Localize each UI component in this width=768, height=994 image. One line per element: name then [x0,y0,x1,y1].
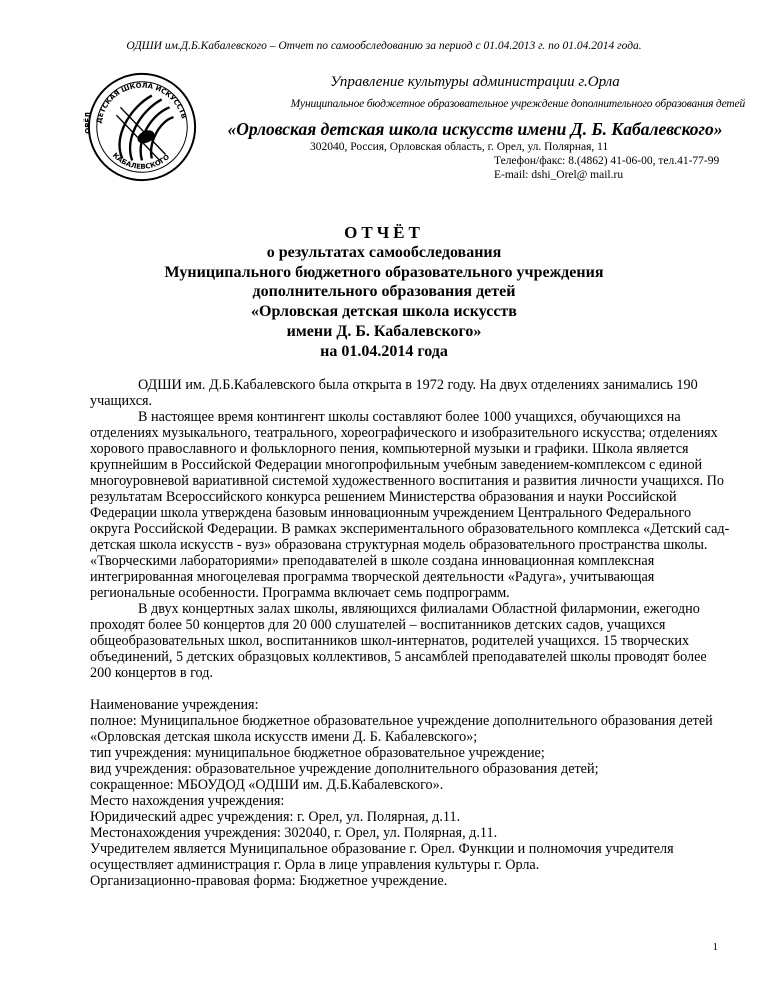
info-line: сокращенное: МБОУДОД «ОДШИ им. Д.Б.Кабалевского». [90,777,444,793]
info-line: Юридический адрес учреждения: г. Орел, ул. Полярная, д.11. [90,809,461,825]
paragraph-current-state: В настоящее время контингент школы составляют более 1000 учащихся, обучающихся на отделениях музыкального, театрального, хореографического и изобразительного искусства; отделениях хорового православного и фольклорного пения, компьютерной музыки и графики. Школа является крупнейшим в Российской Федерации многопрофильным учебным заведением-комплексом с единой многоуровневой вариативной системой художественного воспитания и развития личности учащихся. По результатам Всероссийского конкурса решением Министерства образования и науки Российской Федерации школа утверждена базовым инновационным учреждением Центрального Федерального округа Российской Федерации. В рамках экспериментального образовательного комплекса «Детский сад-детская школа искусств - вуз» образована структурная модель образовательного пространства школы. «Творческими лабораториями» преподавателей в школе создана инновационная комплексная интегрированная многоцелевая программа творческой деятельности «Радуга», учитывающая региональные особенности. Программа включает семь подпрограмм. [90,409,730,601]
info-line: Учредителем является Муниципальное образование г. Орел. Функции и полномочия учредителя осуществляет администрация г. Орла в лице управления культуры г. Орла. [90,841,674,873]
report-title-line: о результатах самообследования [266,243,502,261]
logo-arc-text-side: ОРЁЛ [84,112,92,134]
page-number: 1 [712,941,718,953]
report-title-line: на 01.04.2014 года [320,342,448,360]
school-logo [83,68,201,186]
report-body [90,377,730,889]
running-header: ОДШИ им.Д.Б.Кабалевского – Отчет по самообследованию за период с 01.04.2013 г. по 01.04.2014 года. [126,40,642,52]
phone-fax: Телефон/факс: 8.(4862) 41-06-00, тел.41-77-99 [494,155,720,167]
report-title [0,223,768,362]
paragraph-history: ОДШИ им. Д.Б.Кабалевского была открыта в 1972 году. На двух отделениях занимались 190 учащихся. [90,377,698,409]
department-name: Управление культуры администрации г.Орла [330,74,620,90]
postal-address: 302040, Россия, Орловская область, г. Орел, ул. Полярная, 11 [310,141,609,153]
info-line: Наименование учреждения: [90,697,259,713]
letterhead [205,72,745,182]
report-title-word: ОТЧЁТ [344,223,424,242]
info-line: Место нахождения учреждения: [90,793,285,809]
paragraph-concerts: В двух концертных залах школы, являющихся филиалами Областной филармонии, ежегодно проходят более 50 концертов для 20 000 слушателей – воспитанников детских садов, учащихся общеобразовательных школ, воспитанников школ-интернатов, родителей учащихся. 15 творческих объединений, 5 детских образцовых коллективов, 5 ансамблей преподавателей школы проводят более 200 концертов в год. [90,601,707,681]
info-line: Организационно-правовая форма: Бюджетное учреждение. [90,873,448,889]
info-line: полное: Муниципальное бюджетное образовательное учреждение дополнительного образования детей «Орловская детская школа искусств имени Д. Б. Кабалевского»; [90,713,713,745]
info-line: Местонахождения учреждения: 302040, г. Орел, ул. Полярная, д.11. [90,825,498,841]
report-title-line: имени Д. Б. Кабалевского» [286,322,482,340]
logo-arc-text-top: ДЕТСКАЯ ШКОЛА ИСКУССТВ [95,81,188,125]
report-title-line: Муниципального бюджетного образовательного учреждения [164,263,604,281]
info-line: тип учреждения: муниципальное бюджетное образовательное учреждение; [90,745,545,761]
info-line: вид учреждения: образовательное учреждение дополнительного образования детей; [90,761,599,777]
logo-arc-text-bottom: КАБАЛЕВСКОГО [110,151,172,171]
report-title-line: «Орловская детская школа искусств [251,303,517,321]
email-address: E-mail: dshi_Orel@ mail.ru [494,169,624,181]
school-name: «Орловская детская школа искусств имени Д. Б. Кабалевского» [227,119,723,139]
report-title-line: дополнительного образования детей [252,283,516,301]
institution-type: Муниципальное бюджетное образовательное учреждение дополнительного образования детей [290,98,745,110]
